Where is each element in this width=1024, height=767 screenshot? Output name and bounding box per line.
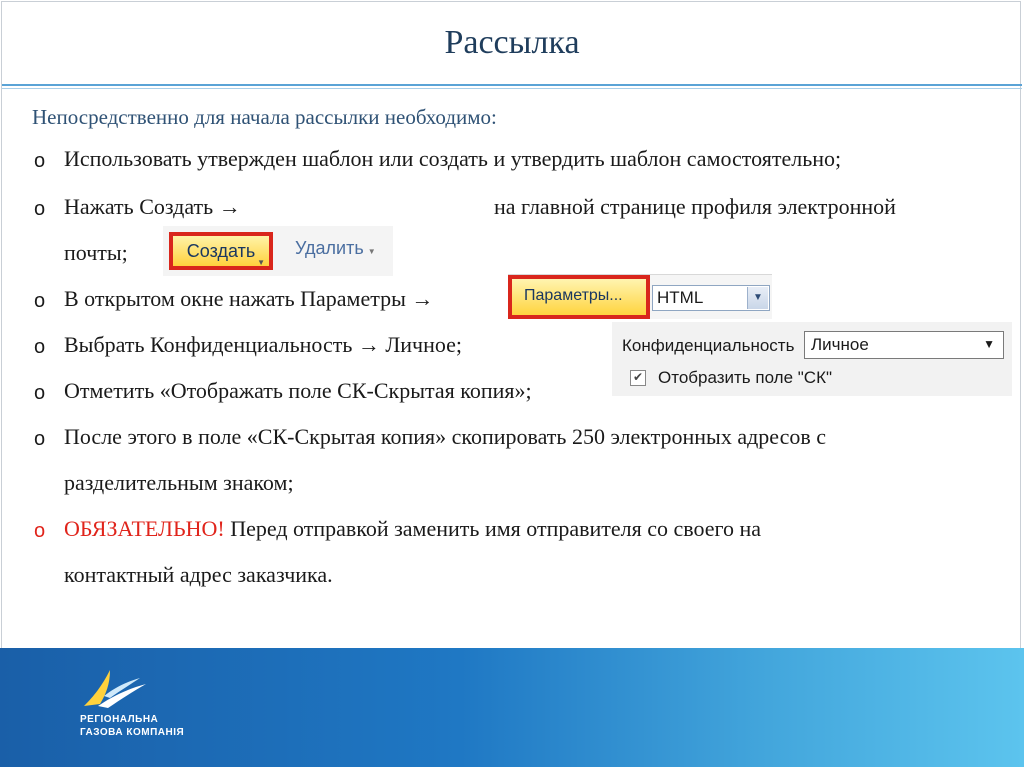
privacy-label: Конфиденциальность	[622, 336, 795, 355]
warning-text: Перед отправкой заменить имя отправителя со своего на	[224, 516, 762, 541]
privacy-select[interactable]	[804, 331, 1004, 359]
slide-title: Рассылка	[444, 24, 580, 61]
company-logo-icon	[80, 666, 150, 712]
chevron-down-icon: ▼	[747, 287, 768, 309]
title-divider-thin	[2, 88, 1022, 89]
list-item: В открытом окне нажать Параметры →	[64, 286, 434, 311]
list-item: После этого в поле «СК-Скрытая копия» скопировать 250 электронных адресов с	[64, 424, 827, 449]
list-item-continued: почты;	[64, 240, 128, 265]
delete-button-label: Удалить	[295, 238, 364, 258]
show-cc-checkbox[interactable]	[630, 370, 646, 386]
create-button[interactable]	[169, 232, 273, 270]
list-item-continued: на главной странице профиля электронной	[494, 194, 896, 219]
bullet-marker: o	[34, 198, 46, 220]
list-item: Нажать Создать →	[64, 194, 241, 219]
show-cc-label: Отобразить поле "СК"	[658, 368, 833, 387]
bullet-marker: o	[34, 382, 46, 404]
footer-banner	[0, 648, 1024, 767]
privacy-select-value: Личное	[811, 335, 869, 354]
format-select[interactable]	[652, 285, 770, 311]
bullet-marker: o	[34, 336, 46, 358]
check-icon: ✔	[632, 370, 644, 384]
chevron-down-icon: ▼	[257, 258, 265, 267]
params-button[interactable]: Параметры...	[508, 275, 650, 319]
chevron-down-icon: ▼	[367, 247, 376, 256]
create-button-label: Создать	[186, 240, 256, 261]
warning-emphasis: ОБЯЗАТЕЛЬНО!	[64, 516, 225, 541]
list-item: Выбрать Конфиденциальность → Личное;	[64, 332, 463, 357]
privacy-settings-screenshot	[612, 322, 1012, 396]
delete-button[interactable]	[295, 238, 376, 259]
list-item-warning	[64, 516, 761, 542]
bullet-marker: o	[34, 290, 46, 312]
company-name-line2: ГАЗОВА КОМПАНІЯ	[80, 727, 185, 738]
company-name-line1: РЕГІОНАЛЬНА	[80, 714, 159, 725]
create-toolbar-screenshot	[163, 226, 393, 276]
list-item-continued: контактный адрес заказчика.	[64, 562, 333, 587]
intro-text: Непосредственно для начала рассылки необходимо:	[32, 105, 497, 129]
title-divider	[2, 84, 1022, 86]
bullet-marker: o	[34, 150, 46, 172]
bullet-marker: o	[34, 428, 46, 450]
bullet-marker-red: o	[34, 520, 46, 542]
params-toolbar-screenshot	[508, 274, 772, 319]
list-item-continued: разделительным знаком;	[64, 470, 294, 495]
list-item: Отметить «Отображать поле СК-Скрытая копия»;	[64, 378, 532, 403]
list-item: Использовать утвержден шаблон или создать и утвердить шаблон самостоятельно;	[64, 146, 842, 171]
format-select-value: HTML	[657, 288, 704, 307]
dropdown-arrow-icon: ▼	[983, 337, 995, 351]
